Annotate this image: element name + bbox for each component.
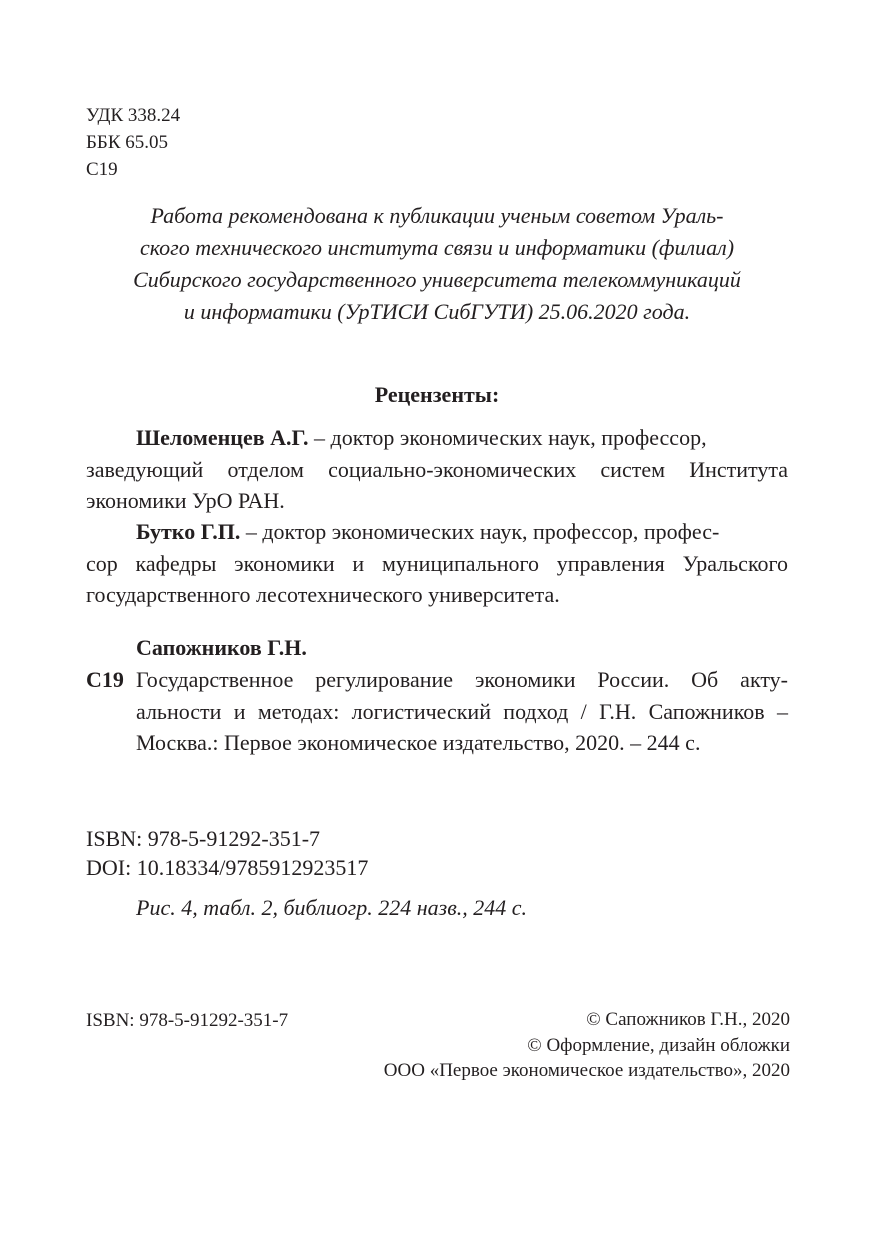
publication-recommendation bbox=[86, 200, 788, 328]
reviewer-line bbox=[86, 422, 788, 454]
recommendation-line: и информатики (УрТИСИ СибГУТИ) 25.06.2020 года. bbox=[183, 299, 691, 324]
reviewer-title: – доктор экономических наук, профессор, bbox=[308, 425, 707, 450]
bibliography-line: Государственное регулирование экономики России. Об акту- bbox=[136, 667, 788, 692]
book-statistics: Рис. 4, табл. 2, библиогр. 224 назв., 244 с. bbox=[136, 895, 528, 920]
bbk-code: ББК 65.05 bbox=[86, 132, 168, 153]
reviewer-entry bbox=[86, 422, 788, 517]
copyright-line: © Оформление, дизайн обложки bbox=[527, 1034, 790, 1056]
copyright-block bbox=[384, 1007, 790, 1084]
udk-code: УДК 338.24 bbox=[86, 105, 181, 126]
reviewer-entry bbox=[86, 516, 788, 611]
reviewer-line bbox=[86, 516, 788, 548]
bibliography-line: Москва.: Первое экономическое издательство, 2020. – 244 с. bbox=[136, 730, 701, 755]
reviewer-line: сор кафедры экономики и муниципального управления Уральского bbox=[86, 550, 788, 576]
recommendation-line: Работа рекомендована к публикации ученым советом Ураль- bbox=[150, 203, 724, 228]
copyright-line: © Сапожников Г.Н., 2020 bbox=[586, 1009, 790, 1030]
identifiers bbox=[86, 824, 368, 882]
bibliographic-description bbox=[136, 664, 788, 759]
reviewers-heading: Рецензенты: bbox=[374, 382, 500, 407]
recommendation-line: Сибирского государственного университета телекоммуникаций bbox=[133, 267, 741, 292]
classification-codes bbox=[86, 102, 180, 183]
bibliography-line: альности и методах: логистический подход / Г.Н. Сапожников – bbox=[136, 698, 788, 724]
reviewer-line: государственного лесотехнического университета. bbox=[86, 582, 560, 607]
bibliography-author: Сапожников Г.Н. bbox=[136, 635, 307, 660]
reviewer-line: заведующий отделом социально-экономических систем Института bbox=[86, 456, 788, 482]
reviewer-name: Шеломенцев А.Г. bbox=[136, 425, 309, 450]
reviewer-line: экономики УрО РАН. bbox=[86, 488, 285, 513]
reviewer-title: – доктор экономических наук, профессор, профес- bbox=[240, 519, 720, 544]
recommendation-line: ского технического института связи и информатики (филиал) bbox=[139, 235, 735, 260]
author-code: С19 bbox=[86, 159, 118, 180]
bibliography-code: С19 bbox=[86, 667, 124, 692]
doi: DOI: 10.18334/9785912923517 bbox=[86, 855, 369, 880]
copyright-line: ООО «Первое экономическое издательство», 2020 bbox=[383, 1060, 790, 1081]
footer-isbn: ISBN: 978-5-91292-351-7 bbox=[86, 1010, 289, 1031]
isbn: ISBN: 978-5-91292-351-7 bbox=[86, 826, 321, 851]
reviewer-name: Бутко Г.П. bbox=[136, 519, 241, 544]
